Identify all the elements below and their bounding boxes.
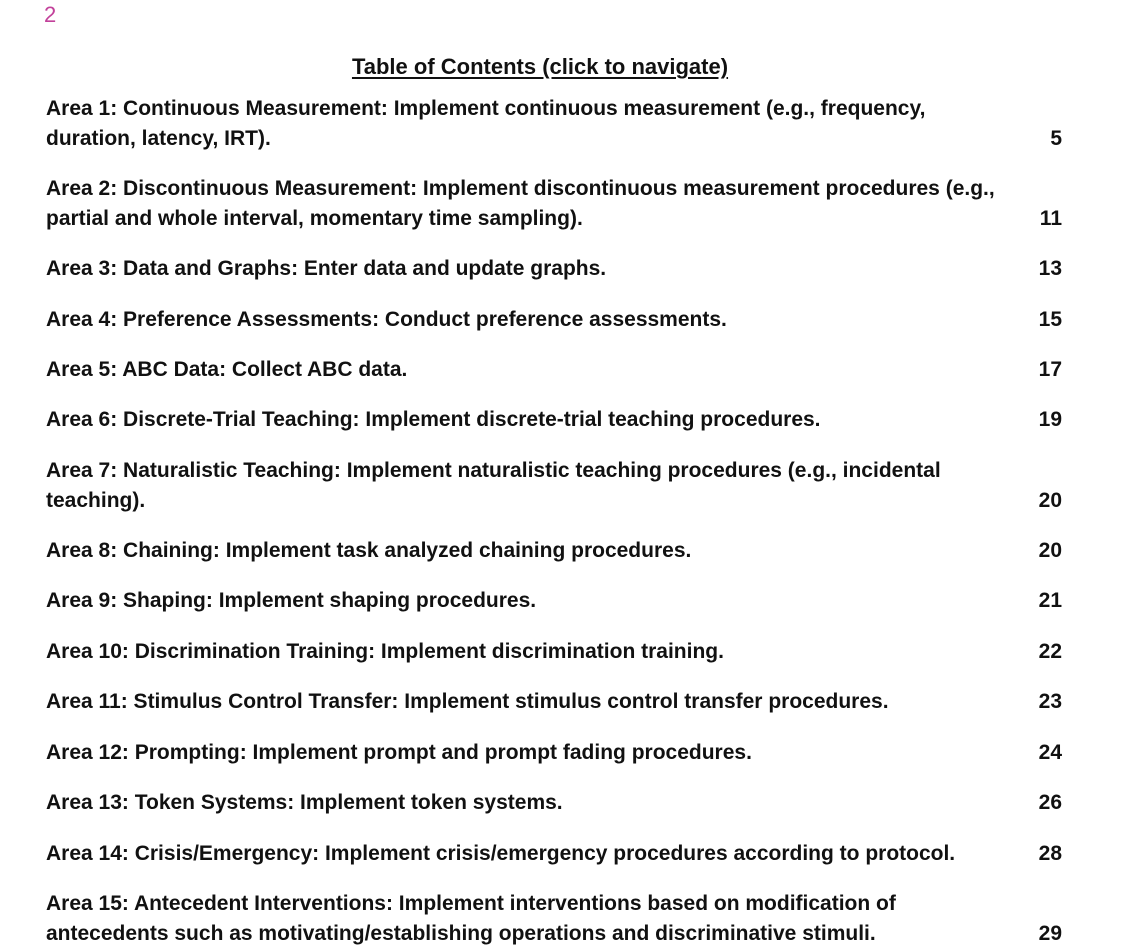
toc-entry-text: Area 1: Continuous Measurement: Implement continuous measurement (e.g., frequency, duration, latency, IRT). bbox=[46, 97, 926, 150]
toc-entry-page: 24 bbox=[1038, 741, 1062, 764]
toc-entry-area-2[interactable] bbox=[46, 174, 1062, 234]
toc-entry-area-11[interactable] bbox=[46, 687, 1062, 717]
toc-entry-area-9[interactable] bbox=[46, 586, 1062, 616]
page-number: 2 bbox=[44, 2, 57, 27]
toc-entry-page: 22 bbox=[1038, 640, 1062, 663]
toc-entry-area-1[interactable] bbox=[46, 94, 1062, 154]
toc-entry-text: Area 14: Crisis/Emergency: Implement crisis/emergency procedures according to protocol. bbox=[46, 842, 956, 865]
toc-entry-text: Area 5: ABC Data: Collect ABC data. bbox=[46, 358, 408, 381]
toc-entry-area-7[interactable] bbox=[46, 456, 1062, 516]
toc-entry-area-4[interactable] bbox=[46, 305, 1062, 335]
toc-entry-page: 23 bbox=[1038, 690, 1062, 713]
toc-entry-area-13[interactable] bbox=[46, 788, 1062, 818]
toc-entry-page: 13 bbox=[1038, 257, 1062, 280]
toc-entry-page: 19 bbox=[1038, 408, 1062, 431]
toc-entry-page: 26 bbox=[1038, 791, 1062, 814]
toc-entry-text: Area 10: Discrimination Training: Implement discrimination training. bbox=[46, 640, 724, 663]
toc-entry-area-8[interactable] bbox=[46, 536, 1062, 566]
toc-entry-area-15[interactable] bbox=[46, 889, 1062, 949]
toc-entry-page: 17 bbox=[1038, 358, 1062, 381]
toc-entry-page: 29 bbox=[1038, 922, 1062, 945]
toc-entry-page: 20 bbox=[1038, 539, 1062, 562]
toc-entry-page: 20 bbox=[1038, 489, 1062, 512]
toc-entry-area-10[interactable] bbox=[46, 637, 1062, 667]
toc-entry-text: Area 8: Chaining: Implement task analyzed chaining procedures. bbox=[46, 539, 692, 562]
toc-entry-text: Area 2: Discontinuous Measurement: Implement discontinuous measurement procedures (e.g., partial and whole interval, momentary time sampling). bbox=[46, 177, 995, 230]
toc-entry-text: Area 4: Preference Assessments: Conduct preference assessments. bbox=[46, 308, 727, 331]
toc-entry-area-5[interactable] bbox=[46, 355, 1062, 385]
toc-entry-page: 11 bbox=[1039, 207, 1062, 230]
toc-entry-area-12[interactable] bbox=[46, 738, 1062, 768]
toc-entry-area-6[interactable] bbox=[46, 405, 1062, 435]
toc-title: Table of Contents (click to navigate) bbox=[351, 54, 729, 79]
toc-entry-area-14[interactable] bbox=[46, 839, 1062, 869]
toc-entry-area-3[interactable] bbox=[46, 254, 1062, 284]
toc-entry-text: Area 15: Antecedent Interventions: Implement interventions based on modification of antecedents such as motivating/establishing operations and discriminative stimuli. bbox=[46, 892, 896, 945]
toc-entry-page: 15 bbox=[1038, 308, 1062, 331]
toc-entry-page: 5 bbox=[1050, 127, 1062, 150]
toc-entry-text: Area 6: Discrete-Trial Teaching: Implement discrete-trial teaching procedures. bbox=[46, 408, 821, 431]
toc-entry-text: Area 9: Shaping: Implement shaping procedures. bbox=[46, 589, 537, 612]
toc-entry-text: Area 13: Token Systems: Implement token systems. bbox=[46, 791, 563, 814]
toc-entry-text: Area 11: Stimulus Control Transfer: Implement stimulus control transfer procedures. bbox=[46, 690, 889, 713]
toc-entry-page: 21 bbox=[1038, 589, 1062, 612]
toc-entry-text: Area 3: Data and Graphs: Enter data and update graphs. bbox=[46, 257, 607, 280]
toc-entry-page: 28 bbox=[1038, 842, 1062, 865]
toc-entry-text: Area 7: Naturalistic Teaching: Implement naturalistic teaching procedures (e.g., incidental teaching). bbox=[46, 459, 941, 512]
toc-entry-text: Area 12: Prompting: Implement prompt and prompt fading procedures. bbox=[46, 741, 752, 764]
